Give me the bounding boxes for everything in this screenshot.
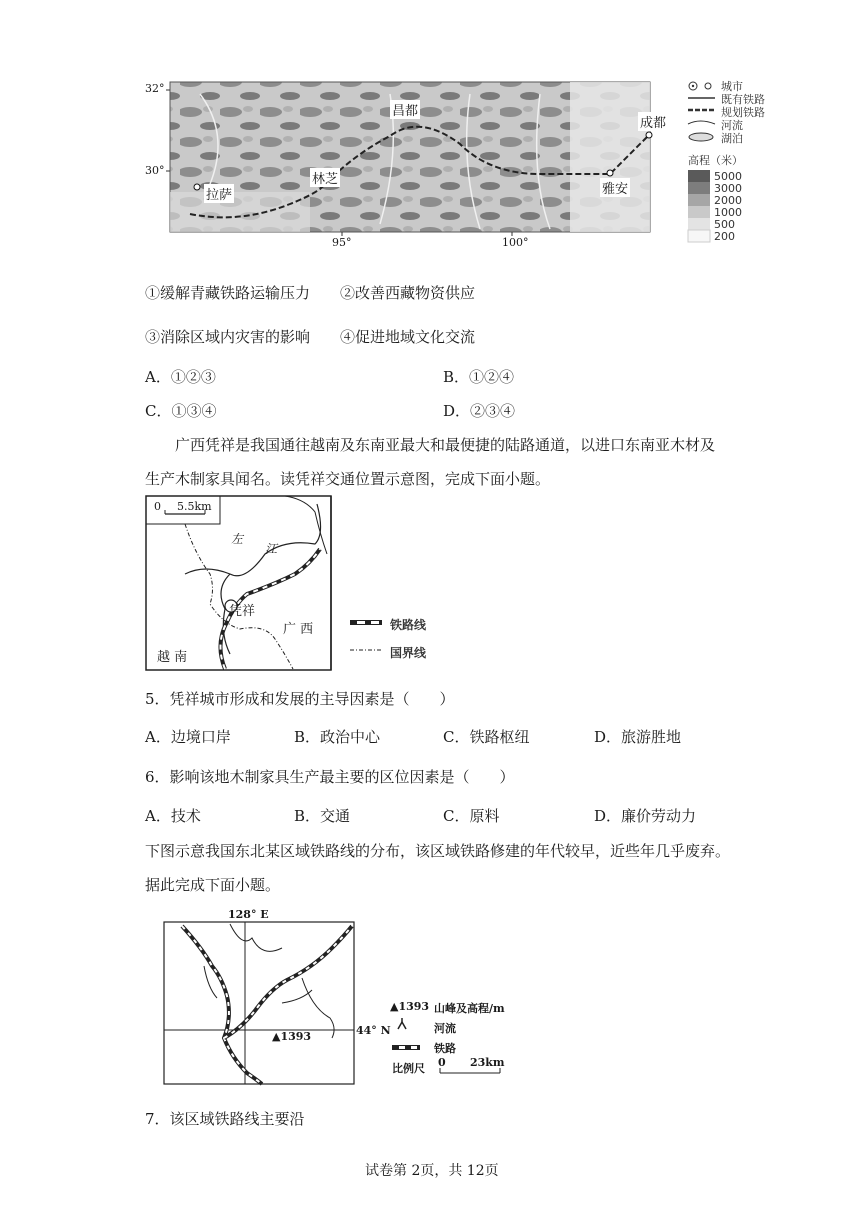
northeast-map — [162, 908, 522, 1088]
river-label-jiang: 江 — [265, 542, 278, 556]
q5-option-c[interactable]: C．铁路枢纽 — [443, 728, 530, 746]
legend-scale-zero: 0 — [438, 1056, 446, 1069]
legend-rail-label: 铁路 — [434, 1042, 456, 1055]
legend-scale-distance: 23km — [470, 1056, 505, 1069]
q5-stem: 5．凭祥城市形成和发展的主导因素是（ ） — [145, 690, 455, 708]
q5-option-d[interactable]: D．旅游胜地 — [594, 728, 682, 746]
lat-label-32: 32° — [145, 82, 165, 95]
legend-elev-1000: 1000 — [714, 206, 742, 219]
passage2-line1: 下图示意我国东北某区域铁路线的分布，该区域铁路修建的年代较早，近些年几乎废弃。 — [145, 842, 731, 860]
legend-planned-railway: 规划铁路 — [721, 106, 765, 119]
city-label-chengdu: 成都 — [638, 112, 668, 131]
q-prev-option-c[interactable]: C．①③④ — [145, 402, 217, 420]
lon-label-100: 100° — [502, 236, 529, 249]
q6-option-a[interactable]: A．技术 — [145, 807, 201, 825]
legend-elev-2000: 2000 — [714, 194, 742, 207]
region-label-vietnam: 越 南 — [157, 650, 188, 665]
q6-option-d[interactable]: D．廉价劳动力 — [594, 807, 697, 825]
legend-elev-5000: 5000 — [714, 170, 742, 183]
q5-option-a[interactable]: A．边境口岸 — [145, 728, 231, 746]
relief-map — [140, 74, 780, 254]
legend-elevation-title: 高程（米） — [688, 154, 743, 167]
q6-option-b[interactable]: B．交通 — [294, 807, 351, 825]
map-sichuan-tibet — [140, 74, 780, 254]
passage1-line2: 生产木制家具闻名。读凭祥交通位置示意图，完成下面小题。 — [145, 470, 551, 488]
legend-border-line: 国界线 — [390, 646, 427, 660]
legend-peak-label: 山峰及高程/m — [434, 1002, 505, 1015]
city-label-linzhi: 林芝 — [310, 168, 340, 187]
legend-river: 河流 — [721, 119, 743, 132]
lat-label-30: 30° — [145, 164, 165, 177]
legend-scale-label: 比例尺 — [392, 1062, 425, 1075]
city-label-lasa: 拉萨 — [204, 184, 234, 203]
q-prev-items-line1: ①缓解青藏铁路运输压力 ②改善西藏物资供应 — [145, 284, 476, 302]
q-prev-items-line2: ③消除区域内灾害的影响 ④促进地域文化交流 — [145, 328, 476, 346]
lon-label-128e: 128° E — [228, 908, 269, 921]
q-prev-option-a[interactable]: A．①②③ — [145, 368, 216, 386]
city-label-pingxiang: 凭祥 — [229, 604, 256, 619]
legend-city: 城市 — [721, 80, 743, 93]
q6-stem: 6．影响该地木制家具生产最主要的区位因素是（ ） — [145, 768, 515, 786]
q7-stem: 7．该区域铁路线主要沿 — [145, 1110, 305, 1128]
scale-distance: 5.5km — [177, 500, 212, 513]
legend-peak-symbol: ▲1393 — [390, 1000, 430, 1013]
peak-label: ▲1393 — [272, 1030, 312, 1043]
legend-river-label: 河流 — [434, 1022, 456, 1035]
q-prev-option-b[interactable]: B．①②④ — [443, 368, 515, 386]
map-northeast-railway — [162, 908, 522, 1088]
legend-railway-line: 铁路线 — [390, 618, 427, 632]
legend-existing-railway: 既有铁路 — [721, 93, 765, 106]
page-footer: 试卷第 2页，共 12页 — [365, 1163, 499, 1179]
passage1-line1: 广西凭祥是我国通往越南及东南亚最大和最便捷的陆路通道，以进口东南亚木材及 — [175, 436, 716, 454]
q6-option-c[interactable]: C．原料 — [443, 807, 500, 825]
map-pingxiang — [145, 494, 475, 672]
legend-elev-3000: 3000 — [714, 182, 742, 195]
lat-label-44n: 44° N — [356, 1024, 391, 1037]
lon-label-95: 95° — [332, 236, 352, 249]
city-label-changdu: 昌都 — [390, 100, 420, 119]
legend-lake: 湖泊 — [721, 132, 743, 145]
q5-option-b[interactable]: B．政治中心 — [294, 728, 381, 746]
legend-elev-500: 500 — [714, 218, 735, 231]
scale-zero: 0 — [154, 500, 161, 513]
region-label-guangxi: 广 西 — [283, 622, 314, 637]
q-prev-option-d[interactable]: D．②③④ — [443, 402, 516, 420]
city-label-yaan: 雅安 — [600, 178, 630, 197]
passage2-line2: 据此完成下面小题。 — [145, 876, 281, 894]
river-label-zuo: 左 — [231, 532, 244, 546]
legend-elev-200: 200 — [714, 230, 735, 243]
